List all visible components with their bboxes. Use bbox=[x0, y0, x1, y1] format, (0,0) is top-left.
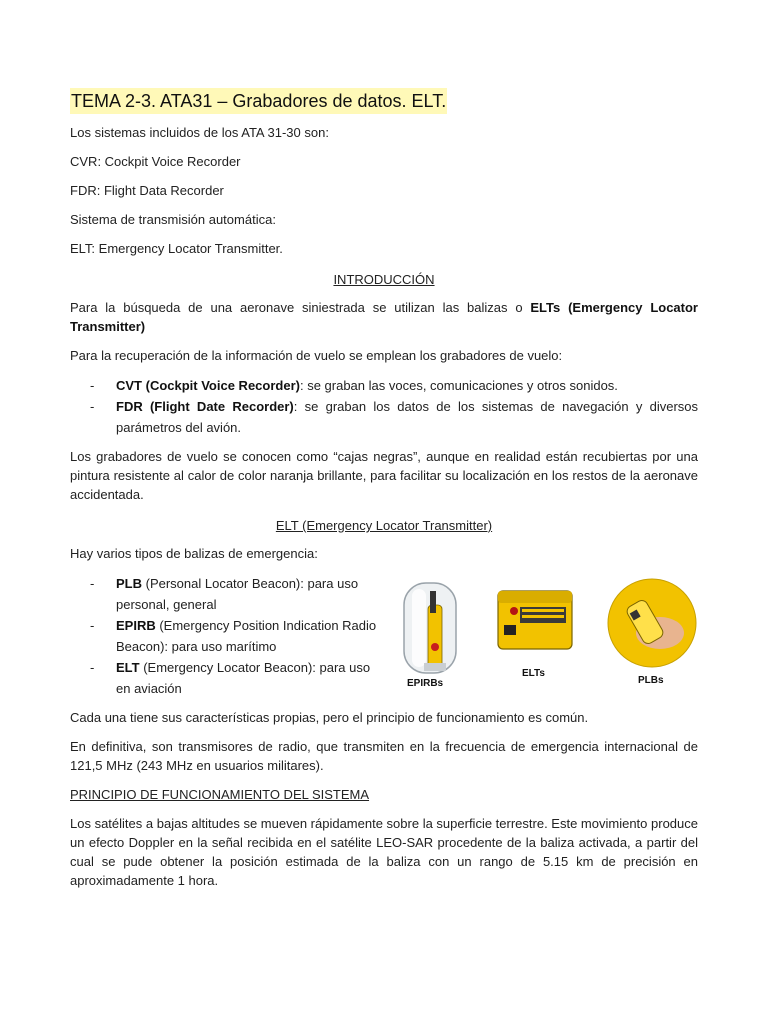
list-item-text: (Personal Locator Beacon): para uso personal, general bbox=[116, 576, 359, 612]
recorders-list bbox=[70, 375, 698, 438]
list-item-bold: FDR (Flight Date Recorder) bbox=[116, 399, 294, 414]
elt-device-icon bbox=[498, 591, 572, 649]
intro-line: Sistema de transmisión automática: bbox=[70, 212, 276, 227]
list-item bbox=[70, 657, 382, 699]
paragraph-elt-search bbox=[70, 298, 698, 336]
elt-label: ELTs bbox=[522, 668, 545, 679]
paragraph-principle: Los satélites a bajas altitudes se mueven rápidamente sobre la superficie terrestre. Este movimiento produce un efecto Doppler en la señal recibida en el satélite LEO-SAR procedente de la baliza activada, a partir del cual se pude obtener la posición estimada de la baliza con un rango de 5.15 km de precisión en aproximadamente 1 hora. bbox=[70, 816, 698, 888]
page-title: TEMA 2-3. ATA31 – Grabadores de datos. ELT. bbox=[70, 88, 447, 114]
list-item-bold: ELT bbox=[116, 660, 140, 675]
paragraph-recorders: Para la recuperación de la información de vuelo se emplean los grabadores de vuelo: bbox=[70, 348, 563, 363]
paragraph-types: Hay varios tipos de balizas de emergencia: bbox=[70, 546, 318, 561]
beacon-types-row bbox=[70, 573, 698, 699]
paragraph-text: Para la búsqueda de una aeronave siniestrada se utilizan las balizas o bbox=[70, 300, 531, 315]
list-item-bold: CVT (Cockpit Voice Recorder) bbox=[116, 378, 300, 393]
section-heading-introduccion: INTRODUCCIÓN bbox=[333, 272, 435, 287]
plb-label: PLBs bbox=[638, 675, 664, 686]
paragraph-features: Cada una tiene sus características propias, pero el principio de funcionamiento es común. bbox=[70, 710, 589, 725]
epirb-device-icon bbox=[404, 583, 456, 673]
paragraph-black-boxes: Los grabadores de vuelo se conocen como “cajas negras”, aunque en realidad están recubiertas por una pintura resistente al calor de color naranja brillante, para facilitar su localización en los restos de la aeronave accidentada. bbox=[70, 449, 698, 502]
intro-line: FDR: Flight Data Recorder bbox=[70, 183, 224, 198]
paragraph-bold: ELTs (Emergency Locator Transmitter) bbox=[70, 300, 698, 334]
list-item-text: : se graban las voces, comunicaciones y otros sonidos. bbox=[299, 378, 618, 393]
list-item-text: (Emergency Locator Beacon): para uso en aviación bbox=[116, 660, 371, 696]
intro-line: Los sistemas incluidos de los ATA 31-30 son: bbox=[70, 125, 329, 140]
list-item-text: : se graban los datos de los sistemas de navegación y diversos parámetros del avión. bbox=[116, 399, 699, 435]
plb-device-icon bbox=[608, 579, 696, 667]
list-item bbox=[70, 396, 698, 438]
list-item-bold: PLB bbox=[116, 576, 142, 591]
intro-line: ELT: Emergency Locator Transmitter. bbox=[70, 241, 283, 256]
beacons-image bbox=[398, 577, 698, 697]
intro-line: CVR: Cockpit Voice Recorder bbox=[70, 154, 241, 169]
list-item-text: (Emergency Position Indication Radio Beacon): para uso marítimo bbox=[116, 618, 377, 654]
section-heading-elt: ELT (Emergency Locator Transmitter) bbox=[275, 518, 493, 533]
list-item-bold: EPIRB bbox=[116, 618, 156, 633]
beacon-types-list bbox=[70, 573, 382, 699]
beacons-illustration bbox=[398, 577, 698, 695]
list-item bbox=[70, 615, 382, 657]
epirb-label: EPIRBs bbox=[407, 678, 444, 689]
list-item bbox=[70, 375, 698, 396]
paragraph-radio: En definitiva, son transmisores de radio, que transmiten en la frecuencia de emergencia internacional de 121,5 MHz (243 MHz en usuarios militares). bbox=[70, 739, 698, 773]
document-body bbox=[70, 88, 698, 900]
section-heading-principle: PRINCIPIO DE FUNCIONAMIENTO DEL SISTEMA bbox=[70, 787, 370, 802]
list-item bbox=[70, 573, 382, 615]
